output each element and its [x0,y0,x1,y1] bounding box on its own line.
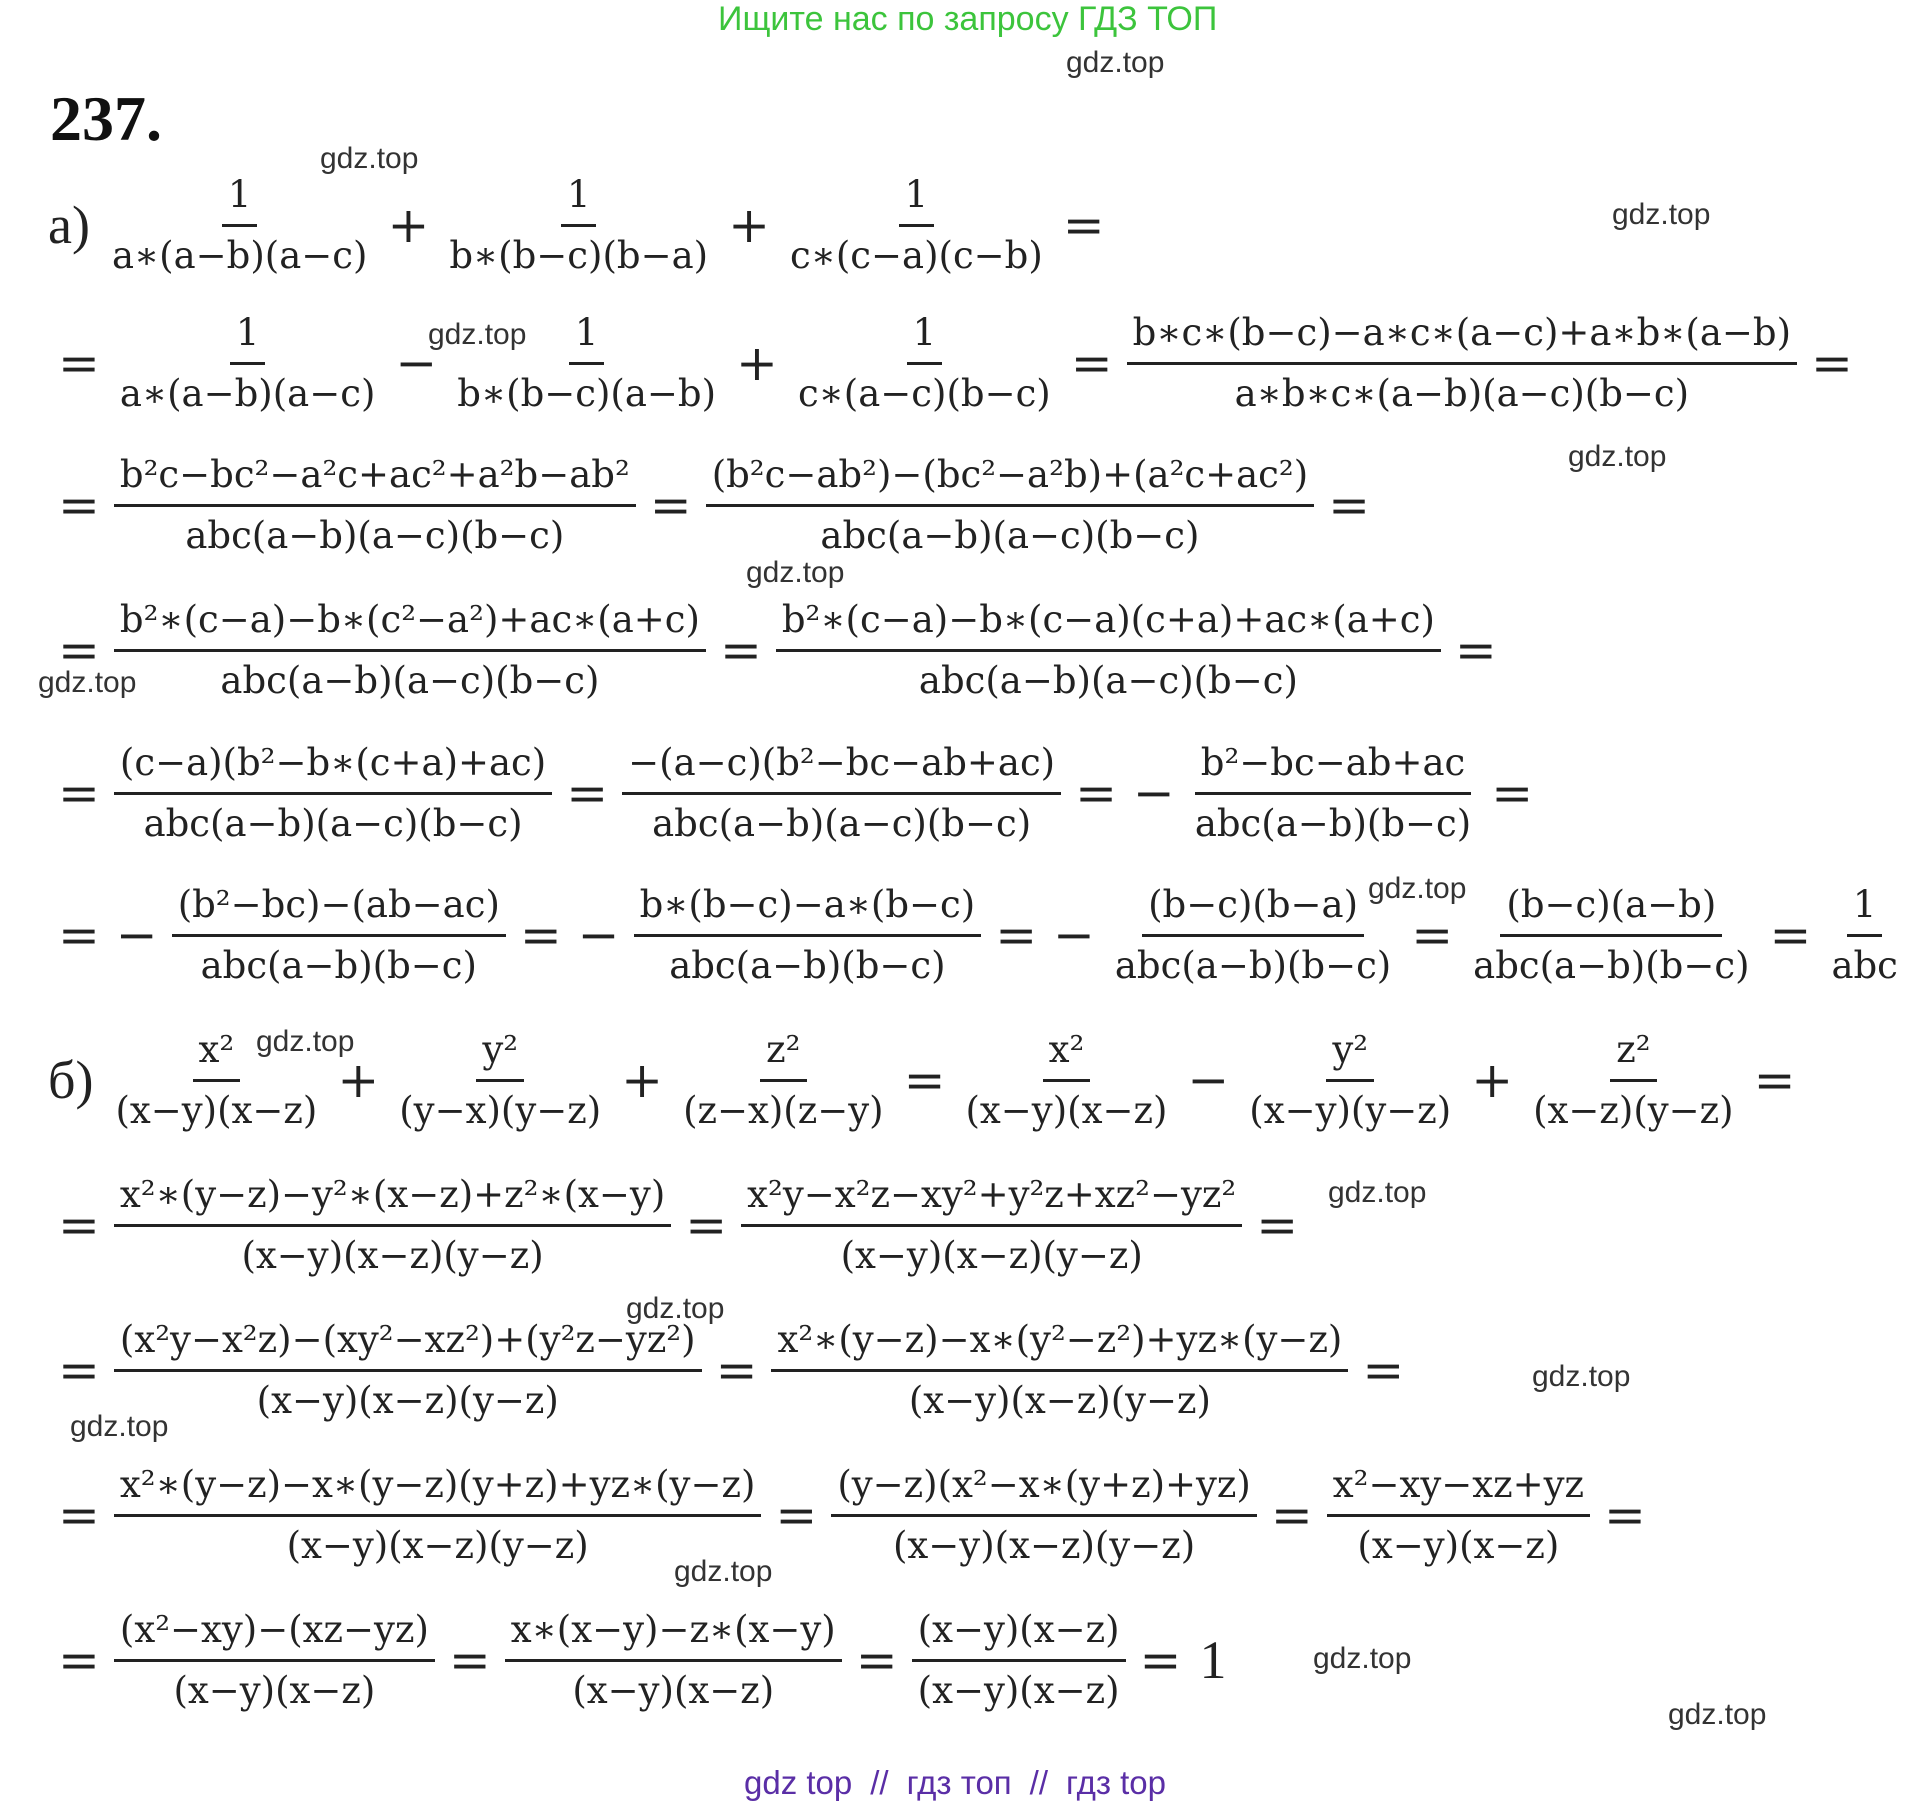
operator: = − [995,906,1095,964]
footer-link-gdz-top[interactable]: gdz top [744,1764,853,1801]
denominator: (x−y)(x−z) [572,1668,775,1712]
denominator: abc(a−b)(b−c) [1194,801,1472,845]
operator: = [58,1341,100,1399]
denominator: (x−y)(x−z)(y−z) [893,1523,1196,1567]
denominator: abc(a−b)(b−c) [1473,943,1750,987]
fraction [114,1456,762,1575]
fraction [771,1311,1348,1430]
watermark-text: gdz.top [428,318,527,351]
numerator: 1 [1847,876,1883,937]
denominator: abc(a−b)(b−c) [1114,943,1392,987]
fraction [114,446,636,565]
denominator: abc(a−b)(a−c)(b−c) [918,658,1298,702]
numerator: b²∗(c−a)−b∗(c²−a²)+ac∗(a+c) [114,591,706,652]
denominator: abc [1831,943,1898,987]
problem-number: 237. [50,83,162,154]
result-value: 1 [1199,1630,1227,1690]
watermark-text: gdz.top [1313,1642,1412,1675]
watermark-text: gdz.top [70,1410,169,1443]
equation-line [48,1150,1908,1300]
fraction [114,1166,671,1285]
numerator: b∗(b−c)−a∗(b−c) [634,876,982,937]
fraction [634,876,982,995]
numerator: y² [476,1021,524,1082]
fraction [393,1021,607,1140]
fraction [1243,1021,1457,1140]
footer-link-gdz-top-mixed[interactable]: гдз top [1066,1764,1166,1801]
operator: = [58,1631,100,1689]
equation-line [48,860,1908,1010]
fraction [622,734,1061,853]
operator: = [58,1196,100,1254]
numerator: 1 [222,166,258,227]
operator: = [58,1486,100,1544]
operator: = [719,621,762,679]
numerator: (b−c)(a−b) [1500,876,1722,937]
denominator: (x−y)(x−z) [1357,1523,1560,1567]
denominator: (y−x)(y−z) [399,1088,602,1132]
fraction [172,876,506,995]
denominator: (x−y)(x−z)(y−z) [840,1233,1143,1277]
numerator: x² [1043,1021,1091,1082]
numerator: x∗(x−y)−z∗(x−y) [505,1601,842,1662]
numerator: 1 [230,304,266,365]
equation-line [48,1440,1908,1590]
watermark-text: gdz.top [626,1292,725,1325]
equation-line [48,1585,1908,1735]
footer-separator: // [1029,1764,1049,1801]
fraction [831,1456,1257,1575]
numerator: b∗c∗(b−c)−a∗c∗(a−c)+a∗b∗(a−b) [1127,304,1797,365]
denominator: (x−y)(x−z) [917,1668,1120,1712]
numerator: y² [1326,1021,1374,1082]
operator: = [58,621,100,679]
numerator: x²y−x²z−xy²+y²z+xz²−yz² [741,1166,1242,1227]
operator: + [337,1051,380,1109]
fraction [1189,734,1477,853]
operator: = [58,476,100,534]
numerator: z² [760,1021,806,1082]
denominator: (x−y)(x−z)(y−z) [286,1523,589,1567]
footer-separator: // [870,1764,889,1801]
equation-line [48,718,1908,868]
fraction [114,591,706,710]
fraction [1825,876,1903,995]
fraction [106,166,373,285]
watermark-text: gdz.top [256,1025,355,1058]
denominator: (x−y)(x−z)(y−z) [256,1378,559,1422]
numerator: −(a−c)(b²−bc−ab+ac) [622,734,1061,795]
denominator: b∗(b−c)(b−a) [449,233,709,277]
numerator: (c−a)(b²−b∗(c+a)+ac) [114,734,552,795]
denominator: abc(a−b)(a−c)(b−c) [652,801,1032,845]
operator: = [1328,476,1371,534]
operator: − [395,334,438,392]
fraction [912,1601,1126,1720]
fraction [443,166,714,285]
operator: = [1256,1196,1299,1254]
denominator: abc(a−b)(b−c) [669,943,946,987]
numerator: (x²−xy)−(xz−yz) [114,1601,435,1662]
operator: + [736,334,778,392]
numerator: 1 [561,166,597,227]
denominator: (z−x)(z−y) [683,1088,884,1132]
fraction [792,304,1057,423]
part-label: б) [48,1050,94,1110]
part-label: а) [48,195,90,255]
numerator: (b²c−ab²)−(bc²−a²b)+(a²c+ac²) [706,446,1314,507]
denominator: a∗(a−b)(a−c) [119,371,376,415]
footer-links [744,1764,1166,1802]
operator: + [1471,1051,1514,1109]
watermark-text: gdz.top [38,666,137,699]
numerator: x² [193,1021,241,1082]
operator: = [1270,1486,1313,1544]
operator: = [855,1631,898,1689]
numerator: x²∗(y−z)−x∗(y²−z²)+yz∗(y−z) [771,1311,1348,1372]
operator: = − [519,906,620,964]
operator: = [1811,334,1853,392]
numerator: b²c−bc²−a²c+ac²+a²b−ab² [114,446,636,507]
denominator: abc(a−b)(b−c) [200,943,477,987]
watermark-text: gdz.top [1532,1360,1631,1393]
numerator: x²∗(y−z)−y²∗(x−z)+z²∗(x−y) [114,1166,671,1227]
watermark-text: gdz.top [674,1555,773,1588]
denominator: abc(a−b)(a−c)(b−c) [143,801,523,845]
fraction [741,1166,1242,1285]
watermark-text: gdz.top [746,556,845,589]
numerator: 1 [907,304,943,365]
fraction [677,1021,890,1140]
header-search-link[interactable]: Ищите нас по запросу ГДЗ ТОП [718,0,1218,38]
operator: = [775,1486,818,1544]
operator: = [649,476,692,534]
denominator: a∗(a−b)(a−c) [111,233,368,277]
operator: = [1411,906,1454,964]
equation-line [48,288,1908,438]
fraction [706,446,1314,565]
operator: + [728,196,770,254]
operator: = [1362,1341,1405,1399]
fraction [960,1021,1174,1140]
operator: = − [1075,764,1175,822]
fraction [114,304,381,423]
numerator: b²−bc−ab+ac [1195,734,1471,795]
fraction [114,1601,435,1720]
fraction [784,166,1049,285]
fraction [1527,1021,1740,1140]
numerator: (b²−bc)−(ab−ac) [172,876,506,937]
denominator: abc(a−b)(a−c)(b−c) [220,658,600,702]
numerator: (x−y)(x−z) [912,1601,1126,1662]
numerator: 1 [569,304,605,365]
fraction [1109,876,1397,995]
watermark-text: gdz.top [1568,440,1667,473]
denominator: (x−y)(x−z) [173,1668,376,1712]
denominator: (x−z)(y−z) [1533,1088,1734,1132]
watermark-text: gdz.top [1066,46,1165,79]
fraction [776,591,1441,710]
operator: = [1062,196,1105,254]
fraction [114,1311,702,1430]
operator: = [58,764,100,822]
watermark-text: gdz.top [1668,1698,1767,1731]
denominator: (x−y)(x−z)(y−z) [908,1378,1211,1422]
operator: = [903,1051,946,1109]
numerator: (x²y−x²z)−(xy²−xz²)+(y²z−yz²) [114,1311,702,1372]
operator: = [566,764,609,822]
operator: = [58,334,100,392]
numerator: 1 [899,166,935,227]
operator: = − [58,906,158,964]
denominator: (x−y)(x−z)(y−z) [241,1233,544,1277]
denominator: c∗(c−a)(c−b) [789,233,1043,277]
watermark-text: gdz.top [1368,872,1467,905]
denominator: abc(a−b)(a−c)(b−c) [820,513,1200,557]
operator: = [715,1341,758,1399]
operator: = [1491,764,1534,822]
equation-line [48,575,1908,725]
operator: + [621,1051,664,1109]
numerator: (y−z)(x²−x∗(y+z)+yz) [831,1456,1257,1517]
operator: = [1769,906,1812,964]
watermark-text: gdz.top [320,142,419,175]
denominator: abc(a−b)(a−c)(b−c) [185,513,565,557]
operator: = [1603,1486,1646,1544]
operator: = [1070,334,1113,392]
watermark-text: gdz.top [1328,1176,1427,1209]
numerator: x²−xy−xz+yz [1327,1456,1590,1517]
fraction [1127,304,1797,423]
numerator: x²∗(y−z)−x∗(y−z)(y+z)+yz∗(y−z) [114,1456,762,1517]
denominator: (x−y)(y−z) [1249,1088,1452,1132]
fraction [1467,876,1755,995]
denominator: (x−y)(x−z) [115,1088,318,1132]
denominator: b∗(b−c)(a−b) [457,371,717,415]
fraction [505,1601,842,1720]
numerator: (b−c)(b−a) [1142,876,1364,937]
denominator: c∗(a−c)(b−c) [797,371,1051,415]
denominator: a∗b∗c∗(a−b)(a−c)(b−c) [1234,371,1690,415]
operator: = [685,1196,728,1254]
fraction [114,734,552,853]
operator: = [448,1631,491,1689]
fraction [1327,1456,1590,1575]
numerator: z² [1610,1021,1656,1082]
operator: = [1753,1051,1796,1109]
operator: = [1139,1631,1182,1689]
operator: − [1187,1051,1230,1109]
footer-link-gdz-top-ru[interactable]: гдз топ [906,1764,1012,1801]
watermark-text: gdz.top [1612,198,1711,231]
operator: = [1454,621,1497,679]
denominator: (x−y)(x−z) [965,1088,1168,1132]
numerator: b²∗(c−a)−b∗(c−a)(c+a)+ac∗(a+c) [776,591,1441,652]
operator: + [387,196,430,254]
